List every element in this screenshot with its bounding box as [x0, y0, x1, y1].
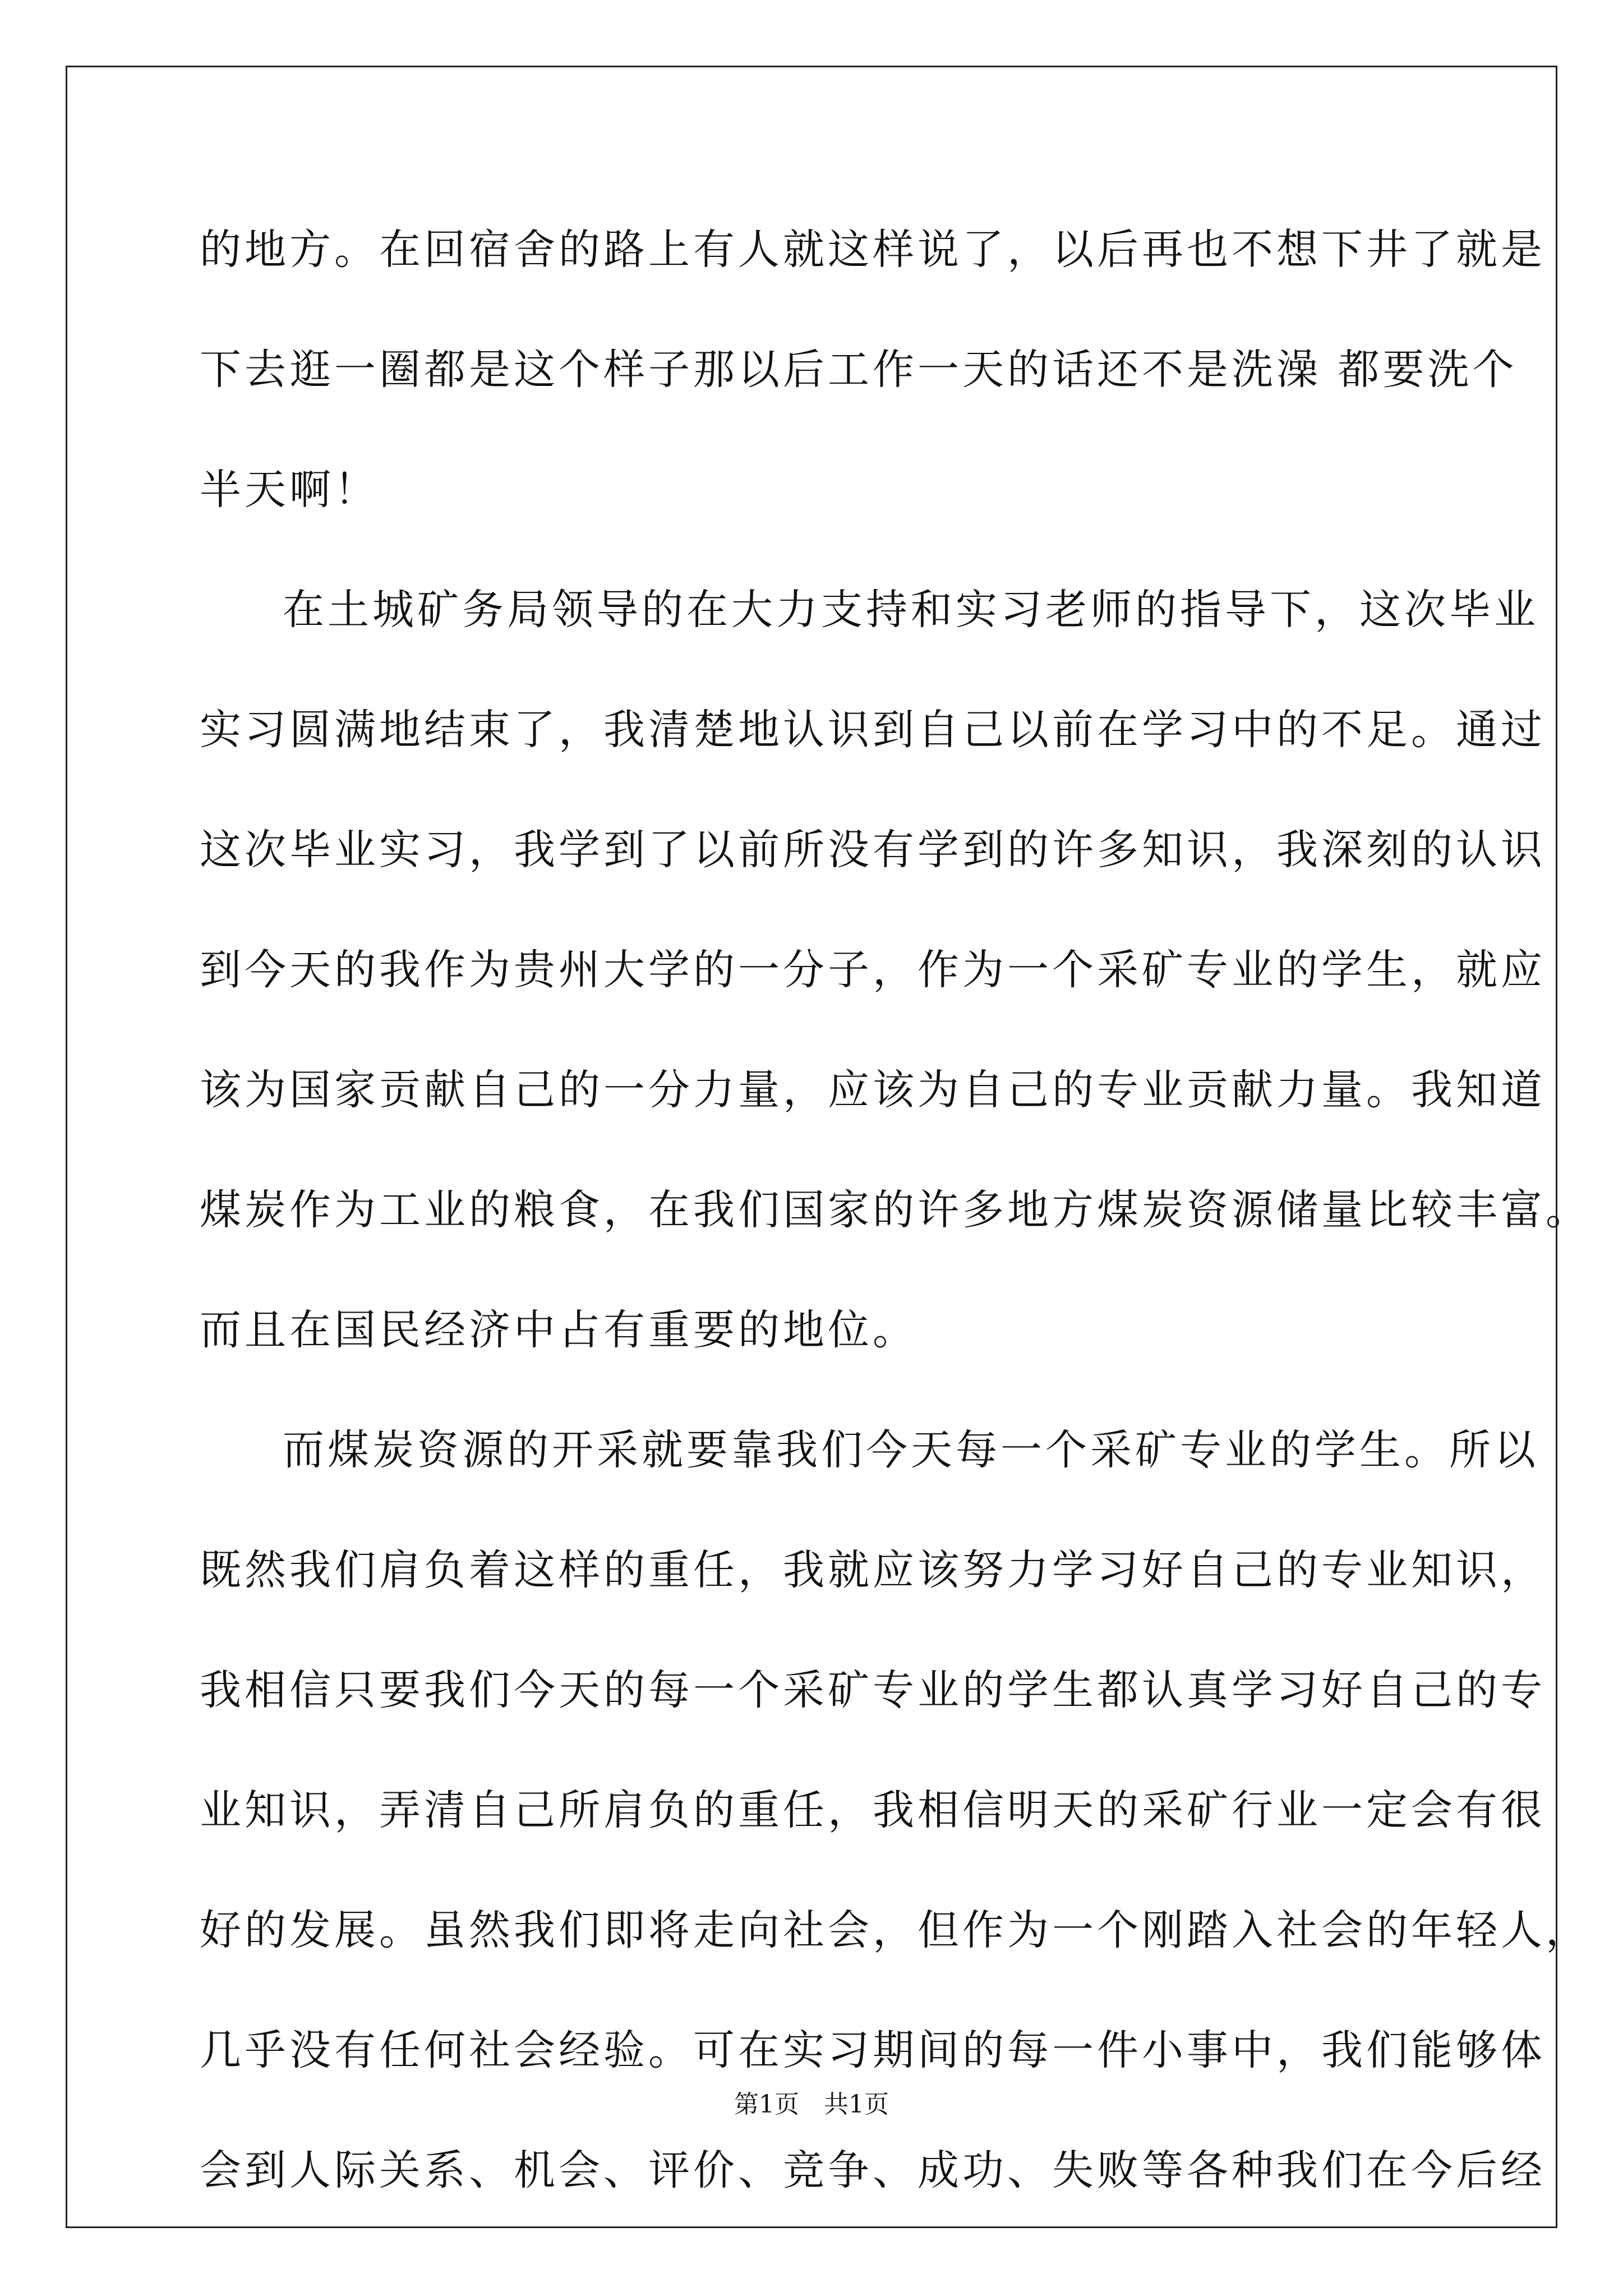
text-line: 几乎没有任何社会经验。可在实习期间的每一件小事中，我们能够体	[200, 2026, 1546, 2074]
text-line: 该为国家贡献自己的一分力量，应该为自己的专业贡献力量。我知道	[200, 1066, 1546, 1114]
paragraph-first-line: 而煤炭资源的开采就要靠我们今天每一个采矿专业的学生。所以	[283, 1426, 1539, 1474]
text-line: 半天啊！	[200, 466, 379, 514]
text-line: 既然我们肩负着这样的重任，我就应该努力学习好自己的专业知识，	[200, 1546, 1546, 1594]
text-line: 到今天的我作为贵州大学的一分子，作为一个采矿专业的学生，就应	[200, 946, 1546, 994]
page-number-footer: 第1页 共1页	[734, 2090, 889, 2119]
text-line: 好的发展。虽然我们即将走向社会，但作为一个刚踏入社会的年轻人，	[200, 1906, 1590, 1954]
text-line: 的地方。在回宿舍的路上有人就这样说了，以后再也不想下井了就是	[200, 226, 1546, 274]
text-line: 实习圆满地结束了，我清楚地认识到自己以前在学习中的不足。通过	[200, 706, 1546, 754]
text-line: 业知识，弄清自己所肩负的重任，我相信明天的采矿行业一定会有很	[200, 1786, 1546, 1834]
text-line: 下去逛一圈都是这个样子那以后工作一天的话还不是洗澡 都要洗个	[200, 346, 1518, 394]
text-line: 而且在国民经济中占有重要的地位。	[200, 1306, 917, 1354]
text-line: 会到人际关系、机会、评价、竞争、成功、失败等各种我们在今后经	[200, 2146, 1546, 2194]
text-line: 这次毕业实习，我学到了以前所没有学到的许多知识，我深刻的认识	[200, 826, 1546, 874]
text-line: 煤炭作为工业的粮食，在我们国家的许多地方煤炭资源储量比较丰富。	[200, 1186, 1590, 1234]
paragraph-first-line: 在土城矿务局领导的在大力支持和实习老师的指导下，这次毕业	[283, 586, 1539, 634]
text-line: 我相信只要我们今天的每一个采矿专业的学生都认真学习好自己的专	[200, 1666, 1546, 1714]
